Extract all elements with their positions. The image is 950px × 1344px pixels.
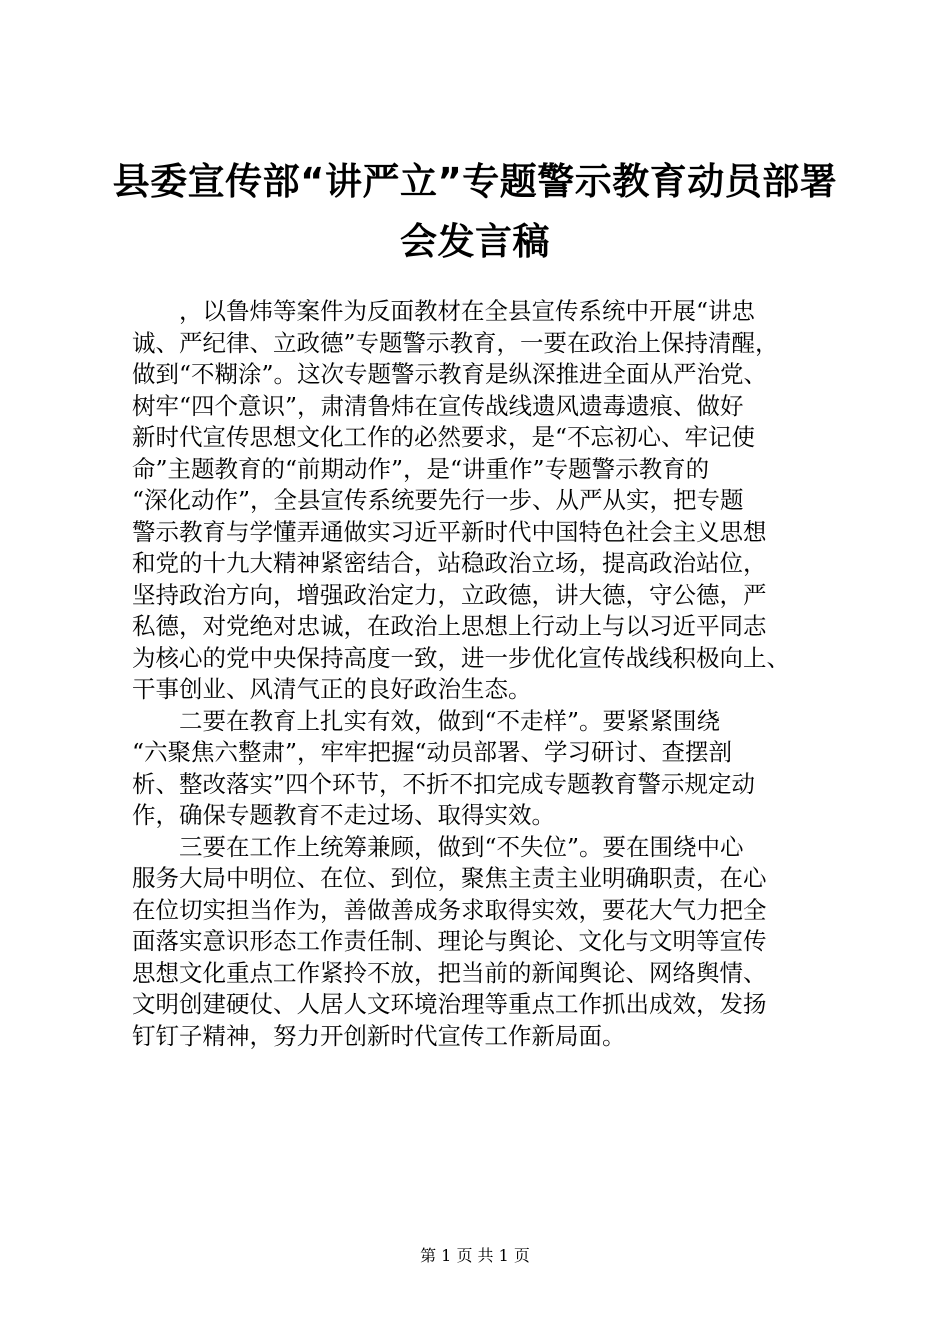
body-line: 钉钉子精神，努力开创新时代宣传工作新局面。 bbox=[132, 1021, 626, 1050]
body-line: ，以鲁炜等案件为反面教材在全县宣传系统中开展“讲忠 bbox=[132, 297, 756, 325]
body-line: 二要在教育上扎实有效，做到“不走样”。要紧紧围绕 bbox=[132, 706, 721, 735]
body-line: 树牢“四个意识”，肃清鲁炜在宣传战线遗风遗毒遗痕、做好 bbox=[132, 391, 744, 420]
body-line: 诚、严纪律、立政德”专题警示教育，一要在政治上保持清醒， bbox=[132, 328, 779, 357]
body-line: 警示教育与学懂弄通做实习近平新时代中国特色社会主义思想 bbox=[132, 517, 767, 546]
page-number-footer: 第 1 页 共 1 页 bbox=[420, 1246, 530, 1265]
document-title-line-2: 会发言稿 bbox=[400, 220, 550, 263]
body-line: “六聚焦六整肃”，牢牢把握“动员部署、学习研讨、查摆剖 bbox=[132, 738, 733, 766]
body-line: 文明创建硬仗、人居人文环境治理等重点工作抓出成效，发扬 bbox=[132, 990, 767, 1018]
body-line: 作，确保专题教育不走过场、取得实效。 bbox=[132, 801, 555, 829]
body-line: 为核心的党中央保持高度一致，进一步优化宣传战线积极向上、 bbox=[132, 643, 790, 672]
body-line: 在位切实担当作为，善做善成务求取得实效，要花大气力把全 bbox=[132, 895, 767, 924]
body-line: 思想文化重点工作紧拎不放，把当前的新闻舆论、网络舆情、 bbox=[132, 958, 767, 987]
body-line: “深化动作”，全县宣传系统要先行一步、从严从实，把专题 bbox=[132, 486, 744, 514]
document-title-line-1: 县委宣传部“讲严立”专题警示教育动员部署 bbox=[112, 160, 838, 203]
body-line: 干事创业、风清气正的良好政治生态。 bbox=[132, 675, 532, 703]
body-line: 坚持政治方向，增强政治定力，立政德，讲大德，守公德，严 bbox=[132, 580, 767, 609]
document-body bbox=[132, 296, 832, 1052]
body-line: 三要在工作上统筹兼顾，做到“不失位”。要在围绕中心 bbox=[132, 832, 744, 861]
body-line: 命”主题教育的“前期动作”，是“讲重作”专题警示教育的 bbox=[132, 454, 710, 483]
body-line: 析、整改落实”四个环节，不折不扣完成专题教育警示规定动 bbox=[132, 769, 756, 798]
body-line: 私德，对党绝对忠诚，在政治上思想上行动上与以习近平同志 bbox=[132, 612, 767, 640]
body-line: 做到“不糊涂”。这次专题警示教育是纵深推进全面从严治党、 bbox=[132, 360, 768, 388]
body-line: 新时代宣传思想文化工作的必然要求，是“不忘初心、牢记使 bbox=[132, 423, 756, 451]
body-line: 和党的十九大精神紧密结合，站稳政治立场，提高政治站位， bbox=[132, 549, 767, 577]
body-line: 服务大局中明位、在位、到位，聚焦主责主业明确职责，在心 bbox=[132, 864, 767, 892]
body-line: 面落实意识形态工作责任制、理论与舆论、文化与文明等宣传 bbox=[132, 927, 767, 955]
